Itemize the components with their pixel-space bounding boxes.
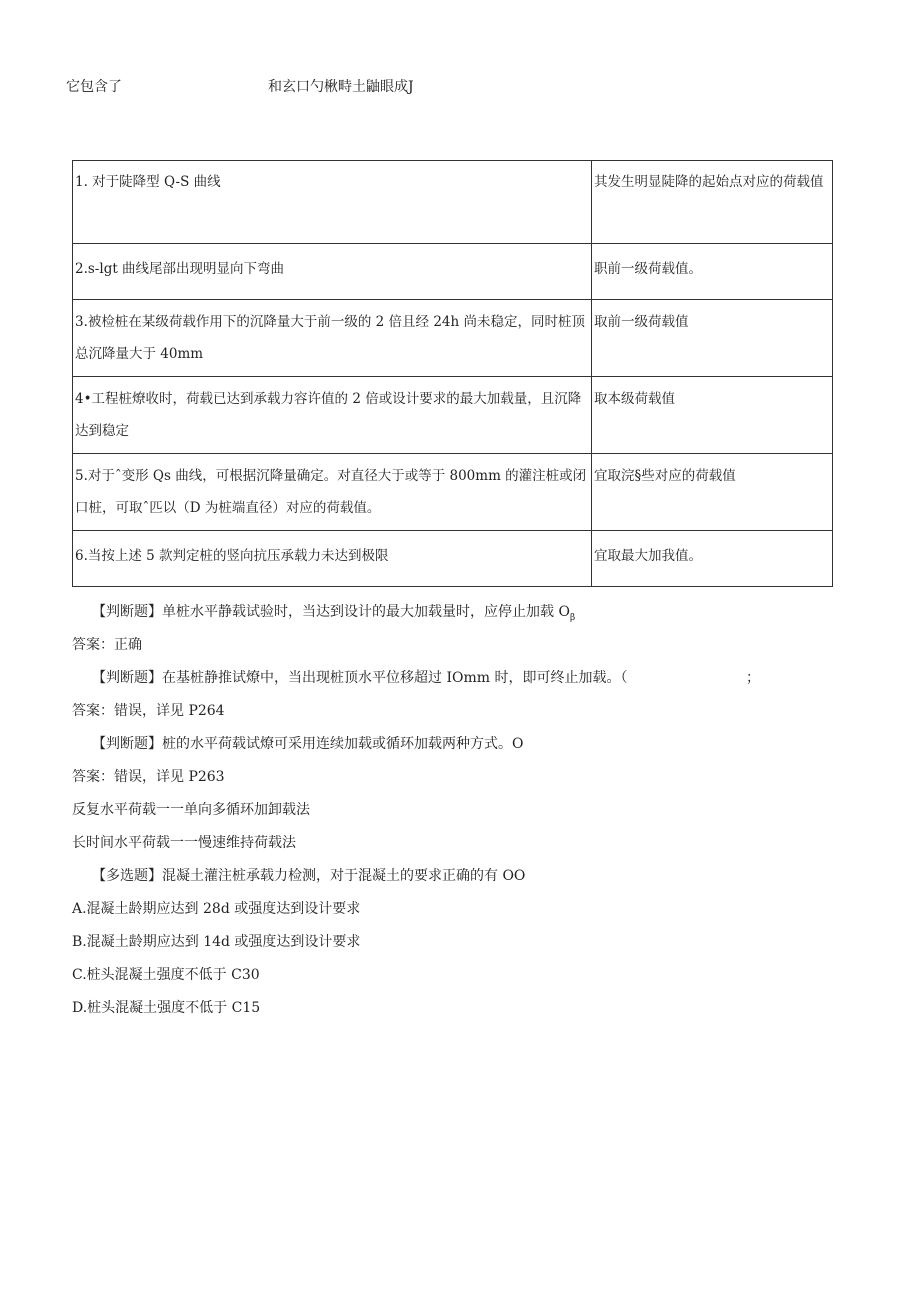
value-cell: 取前一级荷载值 (592, 300, 833, 377)
note-line: 反复水平荷载一一单向多循环加卸载法 (72, 802, 310, 818)
value-cell: 宜取最大加我值。 (592, 531, 833, 587)
condition-cell: 2.s-lgt 曲线尾部出现明显向下弯曲 (73, 244, 592, 300)
value-cell: 取本级荷载值 (592, 377, 833, 454)
header-line (66, 76, 866, 96)
answer-1: 答案：正确 (72, 637, 142, 653)
value-cell: 宜取浣§些对应的荷载值 (592, 454, 833, 531)
table-row (73, 300, 833, 377)
condition-cell: 3.被检桩在某级荷载作用下的沉降量大于前一级的 2 倍且经 24h 尚未稳定，同时桩顶总沉降量大于 40mm (73, 300, 592, 377)
question-2-stem: 【判断题】在基桩静推试燎中，当出现桩顶水平位移超过 IOmm 时，即可终止加载。（ (92, 670, 628, 686)
question-4: 【多选题】混凝土灌注桩承载力检测，对于混凝土的要求正确的有 OO (92, 868, 526, 884)
criteria-table (72, 160, 833, 587)
table-row (73, 454, 833, 531)
condition-cell: 5.对于ˆ变形 Qs 曲线，可根据沉降量确定。对直径大于或等于 800mm 的灌注桩或闭口桩，可取ˆ匹以（D 为桩端直径）对应的荷载值。 (73, 454, 592, 531)
option-d: D.桩头混凝土强度不低于 C15 (72, 1000, 261, 1016)
value-cell: 其发生明显陡降的起始点对应的荷载值 (592, 161, 833, 244)
answer-3: 答案：错误，详见 P263 (72, 769, 225, 785)
table-row (73, 161, 833, 244)
header-right-text: 和玄口勺楸畤土鼬眼成J (268, 79, 414, 95)
table-row (73, 377, 833, 454)
header-left-text: 它包含了 (66, 79, 122, 95)
table-row (73, 531, 833, 587)
question-1 (72, 596, 832, 629)
question-2-close: ； (746, 670, 760, 686)
condition-cell: 6.当按上述 5 款判定桩的竖向抗压承载力未达到极限 (73, 531, 592, 587)
condition-cell: 1. 对于陡降型 Q-S 曲线 (73, 161, 592, 244)
option-a: A.混凝土龄期应达到 28d 或强度达到设计要求 (72, 901, 361, 917)
value-cell: 职前一级荷载值。 (592, 244, 833, 300)
question-3: 【判断题】桩的水平荷载试燎可采用连续加载或循环加载两种方式。O (92, 736, 524, 752)
questions-section (72, 596, 832, 1025)
option-c: C.桩头混凝土强度不低于 C30 (72, 967, 260, 983)
question-1-subscript: β (569, 612, 576, 623)
note-line: 长时间水平荷载一一慢速维持荷载法 (72, 835, 296, 851)
table-row (73, 244, 833, 300)
answer-2: 答案：错误，详见 P264 (72, 703, 225, 719)
condition-cell: 4•工程桩燎收时，荷载已达到承载力容许值的 2 倍或设计要求的最大加载量，且沉降达到稳定 (73, 377, 592, 454)
option-b: B.混凝土龄期应达到 14d 或强度达到设计要求 (72, 934, 361, 950)
question-1-stem: 【判断题】单桩水平静载试验时，当达到设计的最大加载量时，应停止加载 O (92, 604, 570, 620)
question-2 (72, 662, 832, 695)
